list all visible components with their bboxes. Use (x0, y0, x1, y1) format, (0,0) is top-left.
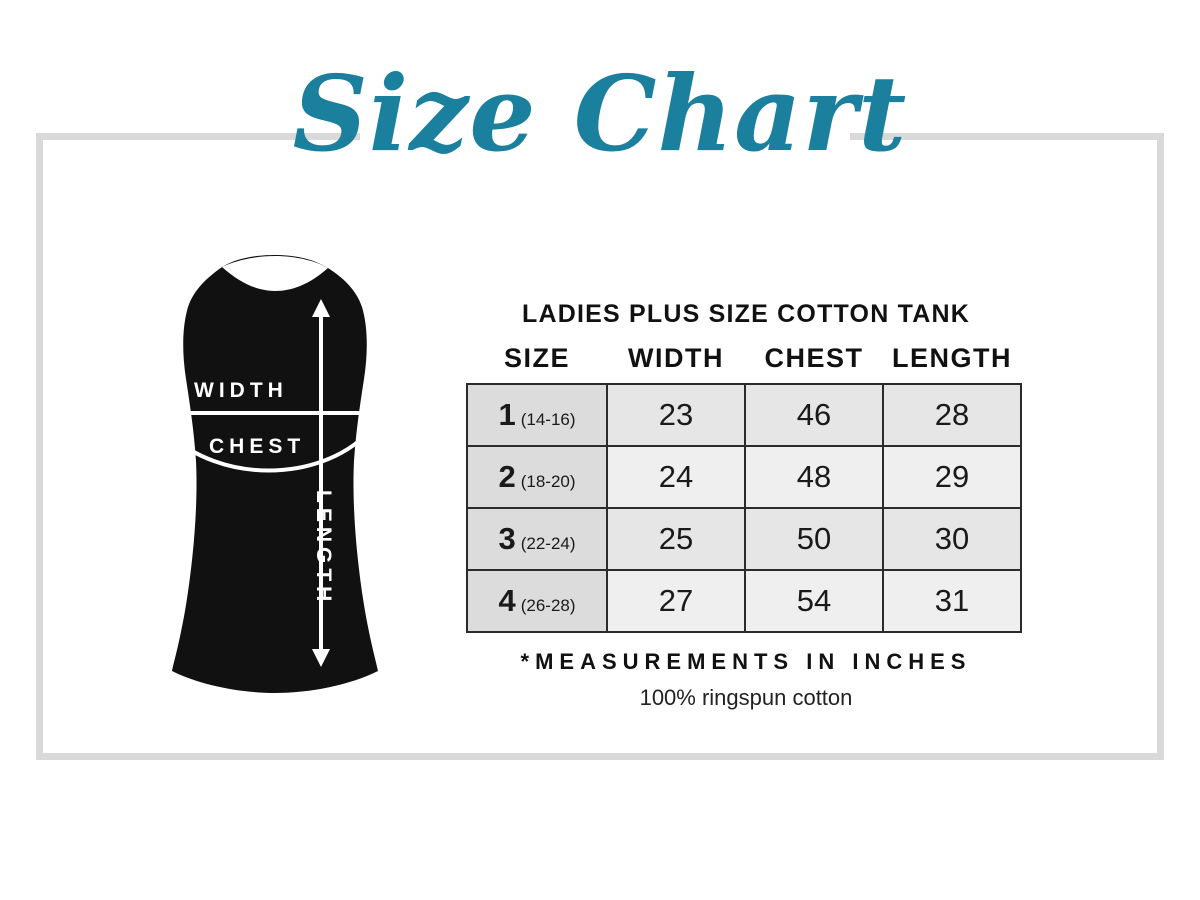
garment-illustration (110, 255, 440, 715)
cell-chest: 54 (745, 570, 883, 632)
cell-width: 27 (607, 570, 745, 632)
cell-chest: 50 (745, 508, 883, 570)
column-header-width: WIDTH (607, 343, 745, 384)
size-table-block (466, 300, 1026, 711)
size-range: (22-24) (520, 534, 576, 553)
tank-body (172, 255, 378, 693)
size-range: (26-28) (520, 596, 576, 615)
cell-size (467, 570, 607, 632)
cell-size (467, 508, 607, 570)
table-row (467, 384, 1021, 446)
size-number: 3 (498, 521, 516, 556)
cell-width: 23 (607, 384, 745, 446)
cell-length: 30 (883, 508, 1021, 570)
table-row (467, 570, 1021, 632)
cell-length: 29 (883, 446, 1021, 508)
column-header-size: SIZE (467, 343, 607, 384)
cell-chest: 46 (745, 384, 883, 446)
measurement-note: *MEASUREMENTS IN INCHES (520, 649, 972, 674)
garment-chest-label: CHEST (209, 435, 306, 458)
cell-size (467, 384, 607, 446)
cell-length: 31 (883, 570, 1021, 632)
size-range: (14-16) (520, 410, 576, 429)
size-chart-table (466, 343, 1022, 633)
fabric-note: 100% ringspun cotton (639, 685, 853, 710)
cell-length: 28 (883, 384, 1021, 446)
size-number: 2 (498, 459, 516, 494)
column-header-chest: CHEST (745, 343, 883, 384)
size-number: 1 (498, 397, 516, 432)
table-row (467, 446, 1021, 508)
cell-size (467, 446, 607, 508)
size-number: 4 (498, 583, 516, 618)
cell-width: 24 (607, 446, 745, 508)
column-header-length: LENGTH (883, 343, 1021, 384)
table-row (467, 508, 1021, 570)
tank-top-shape (110, 255, 440, 715)
size-range: (18-20) (520, 472, 576, 491)
page-title: Size Chart (292, 52, 908, 175)
garment-length-label: LENGTH (312, 490, 335, 607)
size-table-title: LADIES PLUS SIZE COTTON TANK (522, 300, 970, 328)
table-header-row (467, 343, 1021, 384)
cell-chest: 48 (745, 446, 883, 508)
garment-width-label: WIDTH (194, 379, 288, 402)
cell-width: 25 (607, 508, 745, 570)
